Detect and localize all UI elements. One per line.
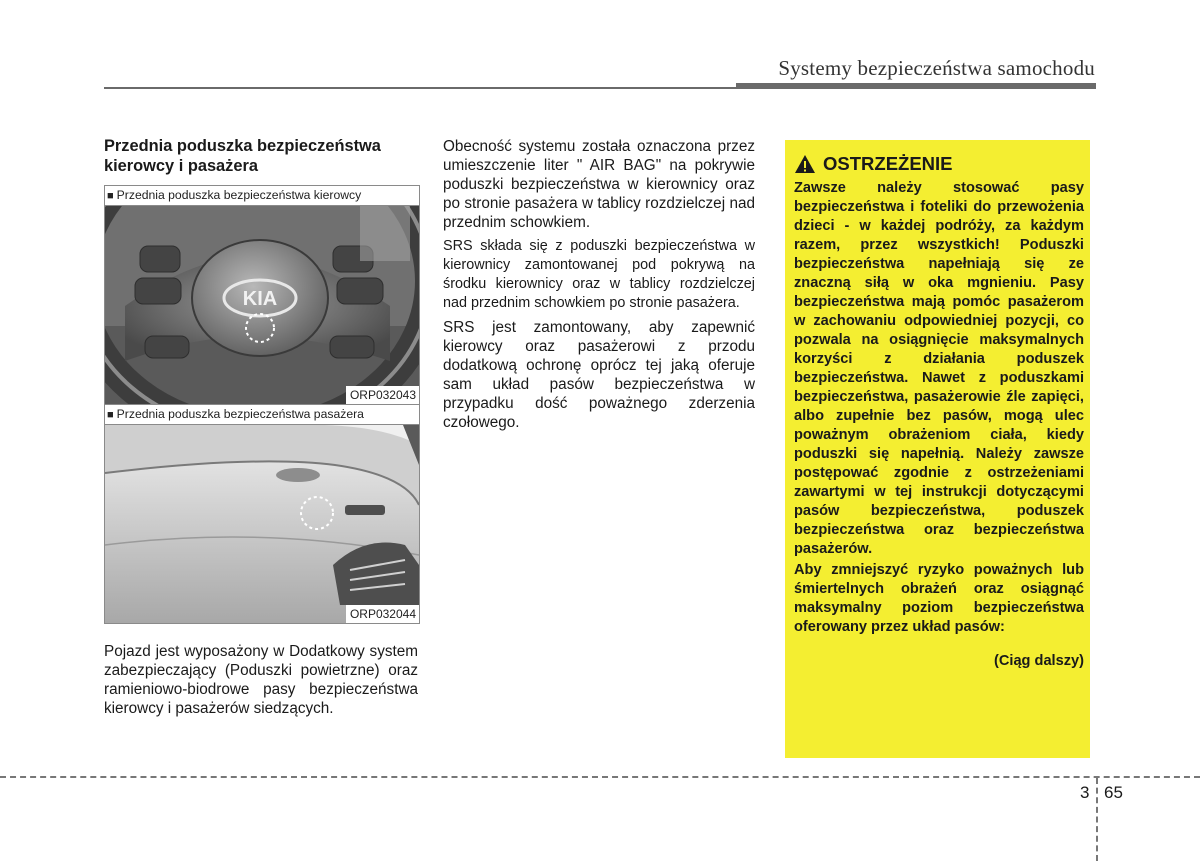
running-header-title: Systemy bezpieczeństwa samochodu bbox=[778, 56, 1095, 80]
figure-caption-text: Przednia poduszka bezpieczeństwa pasażera bbox=[116, 407, 364, 421]
warning-triangle-icon bbox=[794, 154, 816, 174]
figure-caption bbox=[105, 186, 419, 206]
body-paragraph: Obecność systemu została oznaczona przez umieszczenie liter " AIR BAG" na pokrywie poduszki bezpieczeństwa w kierownicy oraz po stronie pasażera w tablicy rozdzielczej nad przednim schowkiem. bbox=[443, 138, 755, 231]
dashboard-illustration bbox=[105, 405, 419, 623]
warning-paragraph: Aby zmniejszyć ryzyko poważnych lub śmiertelnych obrażeń oraz osiągnąć maksymalny poziom bezpieczeństwa oferowany przez układ pasów: bbox=[794, 562, 1084, 635]
footer-dashed-rule bbox=[0, 776, 1200, 778]
figure-caption bbox=[105, 405, 419, 425]
chapter-number: 3 bbox=[1080, 783, 1090, 802]
driver-airbag-figure bbox=[104, 185, 420, 405]
figure-code: ORP032043 bbox=[346, 386, 419, 404]
middle-column bbox=[443, 137, 755, 437]
figure-code: ORP032044 bbox=[346, 605, 419, 623]
warning-paragraph: Zawsze należy stosować pasy bezpieczeństwa i foteliki do przewożenia dzieci - w każdej podróży, za każdym razem, przez wszystkich! Poduszki bezpieczeństwa napełniają się ze znaczną siłą w oka mgnieniu. Pasy bezpieczeństwa mają pomóc pasażerom w zachowaniu odpowiedniej pozycji, co pozwala na osiągnięcie maksymalnych korzyści z działania poduszek bezpieczeństwa. Nawet z poduszkami bezpieczeństwa, pasażerowie źle zapięci, albo zupełnie bez pasów, mogą ulec poważnym obrażeniom ciała, kiedy poduszki się napełnią. Należy zawsze postępować zgodnie z ostrzeżeniami zawartymi w tej instrukcji dotyczącymi pasów bezpieczeństwa, poduszek bezpieczeństwa oraz bezpieczeństwa pasażerów. bbox=[794, 180, 1084, 557]
footer-dashed-divider bbox=[1096, 778, 1098, 861]
square-bullet-icon: ■ bbox=[107, 190, 114, 202]
warning-title: OSTRZEŻENIE bbox=[823, 153, 953, 174]
body-paragraph: SRS składa się z poduszki bezpieczeństwa w kierownicy zamontowanej pod pokrywą na środku kierownicy oraz w tablicy rozdzielczej nad przednim schowkiem po stronie pasażera. bbox=[443, 238, 755, 311]
kia-logo-text: KIA bbox=[242, 288, 278, 310]
passenger-airbag-figure bbox=[104, 405, 420, 624]
left-column bbox=[104, 136, 418, 718]
warning-box bbox=[785, 140, 1090, 758]
continued-label: (Ciąg dalszy) bbox=[993, 653, 1084, 669]
header-rule bbox=[104, 87, 1096, 89]
square-bullet-icon: ■ bbox=[107, 409, 114, 421]
steering-wheel-illustration bbox=[105, 186, 419, 404]
section-heading: Przednia poduszka bezpieczeństwa kierowcy i pasażera bbox=[104, 137, 381, 175]
body-paragraph: Pojazd jest wyposażony w Dodatkowy system zabezpieczający (Poduszki powietrzne) oraz ramieniowo-biodrowe pasy bezpieczeństwa kierowcy i pasażerów siedzących. bbox=[104, 643, 418, 717]
figure-caption-text: Przednia poduszka bezpieczeństwa kierowcy bbox=[116, 188, 362, 202]
warning-heading bbox=[794, 153, 1084, 175]
page-number: 65 bbox=[1104, 783, 1123, 802]
body-paragraph: SRS jest zamontowany, aby zapewnić kierowcy oraz pasażerowi z przodu dodatkową ochronę oprócz tej jaką oferuje sam układ pasów bezpieczeństwa w przypadku dość poważnego zderzenia czołowego. bbox=[443, 319, 755, 431]
